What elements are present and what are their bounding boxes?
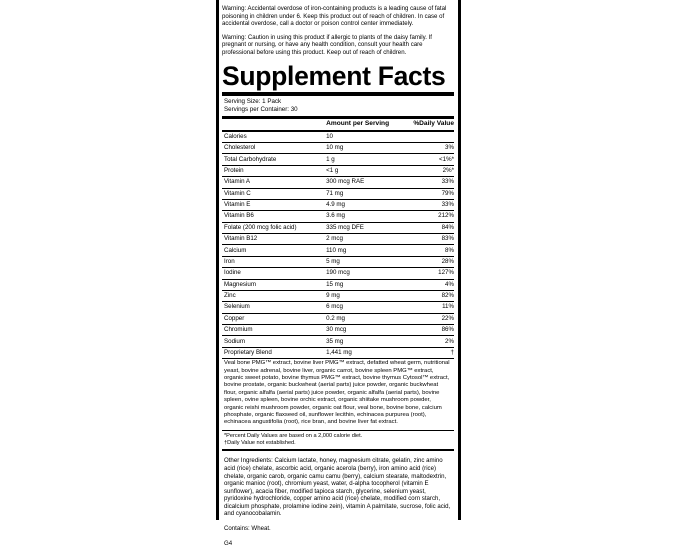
nutrient-amount: 110 mg: [324, 245, 403, 256]
table-row: [222, 143, 454, 154]
nutrient-dv: 8%: [403, 245, 454, 256]
servings-per-container: Servings per Container: 30: [224, 106, 298, 114]
nutrition-table-wrap: [222, 119, 454, 451]
nutrient-amount: 300 mcg RAE: [324, 177, 403, 188]
nutrient-amount: 71 mg: [324, 188, 403, 199]
nutrient-name: Vitamin E: [222, 199, 324, 210]
nutrient-name: Folate (200 mcg folic acid): [222, 222, 324, 233]
footnotes: [222, 431, 454, 449]
nutrient-dv: 127%: [403, 268, 454, 279]
nutrient-dv: 79%: [403, 188, 454, 199]
table-row: [222, 245, 454, 256]
nutrient-dv: 2%*: [403, 165, 454, 176]
table-row: [222, 313, 454, 324]
allergen-contains: Contains: Wheat.: [224, 525, 271, 533]
nutrient-amount: 3.6 mg: [324, 211, 403, 222]
footnote-daily-values: *Percent Daily Values are based on a 2,000 calorie diet.: [224, 432, 363, 439]
footnote-dv-not-established: †Daily Value not established.: [224, 439, 296, 446]
blend-description: Veal bone PMG™ extract, bovine liver PMG™ extract, defatted wheat germ, nutritional yeast, bovine adrenal, bovine liver, organic carrot, bovine spleen PMG™ extract, organic sweet potato, bovine thymus PMG™ extract, bovine thymus Cytosol™ extract, bovine prostate, organic buckwheat (aerial parts) juice powder, organic buckwheat flour, organic alfalfa (aerial parts) juice powder, organic alfalfa (aerial parts), bovine spleen, ovine spleen, bovine orchic extract, organic shiitake mushroom powder, organic reishi mushroom powder, organic oat flour, veal bone, bovine bone, calcium phosphate, organic flaxseed oil, sunflower lecithin, echinacea purpurea (root), echinacea angustifolia (root), rice bran, and bovine liver fat extract.: [224, 360, 450, 426]
nutrient-name: Copper: [222, 313, 324, 324]
nutrient-dv: 3%: [403, 143, 454, 154]
table-row: [222, 154, 454, 165]
nutrient-name: Protein: [222, 165, 324, 176]
nutrient-name: Selenium: [222, 302, 324, 313]
nutrient-dv: 33%: [403, 199, 454, 210]
nutrient-dv: <1%*: [403, 154, 454, 165]
nutrient-dv: 11%: [403, 302, 454, 313]
label-code: G4: [224, 539, 233, 547]
table-header-row: [222, 119, 454, 131]
nutrient-dv: 86%: [403, 325, 454, 336]
nutrient-dv: 28%: [403, 256, 454, 267]
header-daily-value: %Daily Value: [403, 119, 454, 131]
nutrient-name: Calories: [222, 131, 324, 143]
table-row: [222, 188, 454, 199]
table-row: [222, 211, 454, 222]
blend-amount: 1,441 mg: [324, 347, 403, 358]
nutrient-amount: <1 g: [324, 165, 403, 176]
table-row: [222, 222, 454, 233]
blend-dv: †: [403, 347, 454, 358]
nutrient-amount: 30 mcg: [324, 325, 403, 336]
nutrient-name: Magnesium: [222, 279, 324, 290]
nutrient-dv: 83%: [403, 234, 454, 245]
nutrient-amount: 6 mcg: [324, 302, 403, 313]
right-border-rule: [458, 0, 461, 520]
table-row: [222, 290, 454, 301]
nutrient-name: Iodine: [222, 268, 324, 279]
serving-size: Serving Size: 1 Pack: [224, 98, 282, 106]
nutrient-amount: 2 mcg: [324, 234, 403, 245]
nutrient-name: Calcium: [222, 245, 324, 256]
blend-name: Proprietary Blend: [222, 347, 324, 358]
table-row: [222, 199, 454, 210]
supplement-facts-title: Supplement Facts: [222, 60, 446, 91]
nutrient-dv: 22%: [403, 313, 454, 324]
table-row: [222, 336, 454, 347]
nutrient-dv: 212%: [403, 211, 454, 222]
nutrient-name: Vitamin B6: [222, 211, 324, 222]
nutrient-amount: 0.2 mg: [324, 313, 403, 324]
nutrient-name: Cholesterol: [222, 143, 324, 154]
proprietary-blend-row: [222, 347, 454, 358]
table-row: [222, 268, 454, 279]
nutrient-amount: 335 mcg DFE: [324, 222, 403, 233]
nutrition-table: [222, 119, 454, 359]
nutrient-dv: 2%: [403, 336, 454, 347]
nutrient-name: Sodium: [222, 336, 324, 347]
serving-info: [222, 96, 454, 116]
table-row: [222, 131, 454, 143]
nutrient-dv: 82%: [403, 290, 454, 301]
table-row: [222, 165, 454, 176]
nutrient-name: Zinc: [222, 290, 324, 301]
table-row: [222, 234, 454, 245]
nutrient-name: Vitamin C: [222, 188, 324, 199]
header-blank: [222, 119, 324, 131]
warning-iron: Warning: Accidental overdose of iron-containing products is a leading cause of fatal poisoning in children under 6. Keep this product out of reach of children. In case of accidental overdose, call a doctor or poison control center immediately.: [222, 5, 447, 28]
warning-allergy: Warning: Caution in using this product if allergic to plants of the daisy family. If pregnant or nursing, or have any health condition, consult your health care professional before using this product. Keep out of reach of children.: [222, 33, 432, 56]
nutrient-name: Chromium: [222, 325, 324, 336]
table-row: [222, 279, 454, 290]
nutrient-name: Iron: [222, 256, 324, 267]
table-row: [222, 256, 454, 267]
nutrient-amount: 4.9 mg: [324, 199, 403, 210]
nutrient-amount: 1 g: [324, 154, 403, 165]
nutrient-amount: 5 mg: [324, 256, 403, 267]
nutrient-name: Vitamin B12: [222, 234, 324, 245]
other-ingredients: Other Ingredients: Calcium lactate, honey, magnesium citrate, gelatin, zinc amino acid (rice) chelate, ascorbic acid, organic acerola (berry), iron amino acid (rice) chelate, organic carob, organic camu camu (berry), calcium stearate, maltodextrin, organic manioc (root), chromium yeast, water, d-alpha tocopherol (vitamin E sunflower), acacia fiber, modified tapioca starch, glycerine, selenium yeast, pyridoxine hydrochloride, copper amino acid (rice) chelate, modified corn starch, dicalcium phosphate, prolamine iodine zein), vitamin A palmitate, sucrose, folic acid, and cyanocobalamin.: [224, 457, 451, 518]
left-border-rule: [216, 0, 219, 520]
nutrient-name: Total Carbohydrate: [222, 154, 324, 165]
header-amount: Amount per Serving: [324, 119, 403, 131]
nutrient-amount: 190 mcg: [324, 268, 403, 279]
nutrient-dv: 4%: [403, 279, 454, 290]
table-row: [222, 177, 454, 188]
nutrient-dv: 84%: [403, 222, 454, 233]
nutrient-amount: 10 mg: [324, 143, 403, 154]
nutrient-dv: 33%: [403, 177, 454, 188]
nutrient-amount: 10: [324, 131, 403, 143]
label-column: [222, 0, 454, 547]
nutrient-dv: [403, 131, 454, 143]
table-row: [222, 302, 454, 313]
nutrient-amount: 35 mg: [324, 336, 403, 347]
nutrient-amount: 9 mg: [324, 290, 403, 301]
nutrient-name: Vitamin A: [222, 177, 324, 188]
warnings-section: [222, 0, 454, 57]
table-row: [222, 325, 454, 336]
nutrient-amount: 15 mg: [324, 279, 403, 290]
